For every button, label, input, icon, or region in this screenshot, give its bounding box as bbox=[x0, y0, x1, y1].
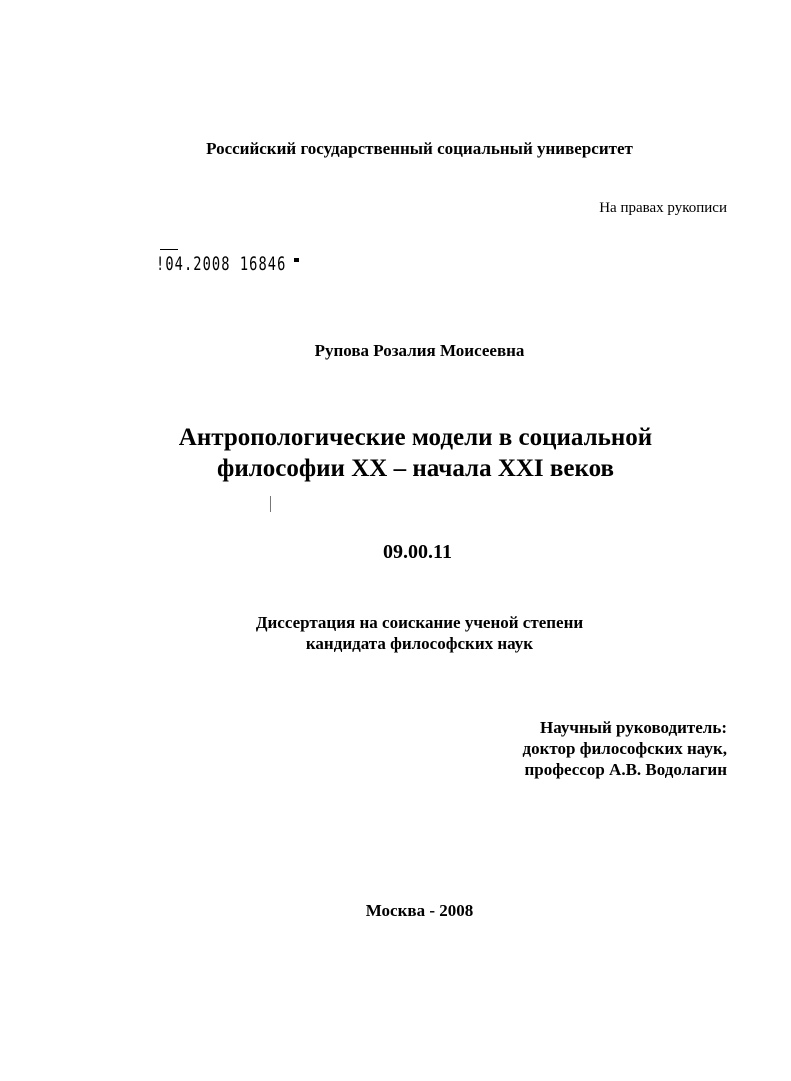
dissertation-line-1: Диссертация на соискание ученой степени bbox=[255, 613, 584, 632]
stamp-dot-icon bbox=[294, 258, 299, 262]
supervisor-degree: доктор философских наук, bbox=[522, 739, 727, 758]
university-name: Российский государственный социальный университет bbox=[206, 139, 633, 158]
archive-stamp-number: !04.2008 16846 bbox=[156, 253, 287, 275]
supervisor-name: профессор А.В. Водолагин bbox=[524, 760, 727, 779]
scan-artifact-mark bbox=[270, 496, 271, 512]
thesis-title-line-2: философии XX – начала XXI веков bbox=[217, 455, 614, 482]
dissertation-line-2: кандидата философских наук bbox=[305, 634, 534, 653]
specialty-code: 09.00.11 bbox=[383, 541, 452, 563]
stamp-mark-icon bbox=[160, 249, 178, 250]
thesis-title-line-1: Антропологические модели в социальной bbox=[178, 424, 653, 451]
place-and-year: Москва - 2008 bbox=[365, 901, 474, 920]
supervisor-label: Научный руководитель: bbox=[540, 718, 727, 737]
rights-note: На правах рукописи bbox=[599, 200, 727, 216]
author-name: Рупова Розалия Моисеевна bbox=[314, 341, 525, 360]
